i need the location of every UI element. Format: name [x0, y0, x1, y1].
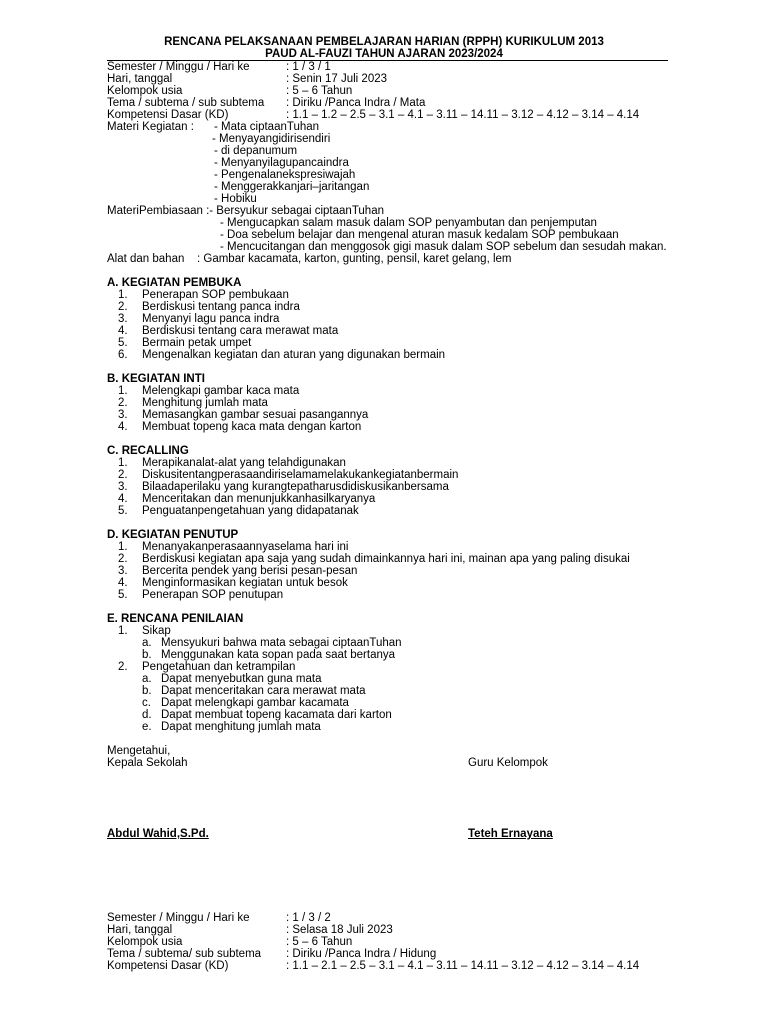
list-item: Diskusitentangperasaandiriselamamelakukankegiatanbermain [142, 469, 459, 481]
materi-item: - Pengenalanekspresiwajah [214, 169, 356, 181]
sublist-letter: b. [142, 685, 152, 697]
section-a-title: A. KEGIATAN PEMBUKA [107, 277, 242, 289]
materi-item: - Hobiku [214, 193, 257, 205]
list-item: Berdiskusi kegiatan apa saja yang sudah dimainkannya hari ini, mainan apa yang paling disukai [142, 553, 630, 565]
list-number: 1. [118, 385, 128, 397]
sublist-letter: c. [142, 697, 151, 709]
mengetahui-label: Mengetahui, [107, 745, 171, 757]
list-item: Menghitung jumlah mata [142, 397, 268, 409]
kepala-sekolah-name: Abdul Wahid,S.Pd. [107, 828, 209, 840]
list-item: Menanyakanperasaannyaselama hari ini [142, 541, 349, 553]
materi-item: - Menggerakkanjari–jaritangan [214, 181, 370, 193]
list-item: Berdiskusi tentang panca indra [142, 301, 300, 313]
doc-title-line2: PAUD AL-FAUZI TAHUN AJARAN 2023/2024 [265, 48, 503, 60]
list-item: Mengenalkan kegiatan dan aturan yang digunakan bermain [142, 349, 446, 361]
list-number: 5. [118, 589, 128, 601]
info-value-age: : 5 – 6 Tahun [286, 85, 353, 97]
list-item: Melengkapi gambar kaca mata [142, 385, 300, 397]
list-number: 4. [118, 493, 128, 505]
list-number: 4. [118, 577, 128, 589]
sublist-letter: e. [142, 721, 152, 733]
pembiasaan-label: MateriPembiasaan :- Bersyukur sebagai ciptaanTuhan [107, 205, 384, 217]
list-item: Bilaadaperilaku yang kurangtepatharusdidiskusikanbersama [142, 481, 449, 493]
info2-label-age: Kelompok usia [107, 936, 183, 948]
list-number: 2. [118, 469, 128, 481]
list-number: 2. [118, 397, 128, 409]
guru-kelompok-name: Teteh Ernayana [468, 828, 553, 840]
materi-item: - Mata ciptaanTuhan [214, 121, 320, 133]
doc-title-line1: RENCANA PELAKSANAAN PEMBELAJARAN HARIAN (RPPH) KURIKULUM 2013 [164, 36, 604, 48]
materi-item: - Menyayangidirisendiri [212, 133, 331, 145]
info-value-theme: : Diriku /Panca Indra / Mata [286, 97, 426, 109]
list-item: Menceritakan dan menunjukkanhasilkaryanya [142, 493, 376, 505]
list-number: 2. [118, 553, 128, 565]
info2-value-kd: : 1.1 – 2.1 – 2.5 – 3.1 – 4.1 – 3.11 – 14.11 – 3.12 – 4.12 – 3.14 – 4.14 [286, 960, 640, 972]
info2-label-date: Hari, tanggal [107, 924, 173, 936]
alat-value: : Gambar kacamata, karton, gunting, pensil, karet gelang, lem [197, 253, 512, 265]
alat-label: Alat dan bahan [107, 253, 185, 265]
sublist-letter: d. [142, 709, 152, 721]
info-label-kd: Kompetensi Dasar (KD) [107, 109, 229, 121]
info2-value-theme: : Diriku /Panca Indra / Hidung [286, 948, 437, 960]
info2-label-theme: Tema / subtema/ sub subtema [107, 948, 262, 960]
info-value-date: : Senin 17 Juli 2023 [286, 73, 388, 85]
sublist-item: Dapat membuat topeng kacamata dari karton [161, 709, 392, 721]
list-number: 1. [118, 625, 128, 637]
kepala-sekolah-label: Kepala Sekolah [107, 757, 188, 769]
list-item: Penguatanpengetahuan yang didapatanak [142, 505, 359, 517]
list-number: 4. [118, 421, 128, 433]
materi-item: - Menyanyilagupancaindra [214, 157, 349, 169]
info2-value-date: : Selasa 18 Juli 2023 [286, 924, 393, 936]
info-label-age: Kelompok usia [107, 85, 183, 97]
list-number: 2. [118, 661, 128, 673]
sublist-item: Mensyukuri bahwa mata sebagai ciptaanTuhan [161, 637, 402, 649]
list-item: Penerapan SOP pembukaan [142, 289, 289, 301]
info2-value-age: : 5 – 6 Tahun [286, 936, 353, 948]
sublist-item: Dapat melengkapi gambar kacamata [161, 697, 349, 709]
list-item: Sikap [142, 625, 171, 637]
sublist-item: Menggunakan kata sopan pada saat bertanya [161, 649, 396, 661]
sublist-letter: a. [142, 637, 152, 649]
info2-label-kd: Kompetensi Dasar (KD) [107, 960, 229, 972]
sublist-item: Dapat menceritakan cara merawat mata [161, 685, 366, 697]
info-value-kd: : 1.1 – 1.2 – 2.5 – 3.1 – 4.1 – 3.11 – 14.11 – 3.12 – 4.12 – 3.14 – 4.14 [286, 109, 640, 121]
list-number: 5. [118, 505, 128, 517]
list-number: 1. [118, 541, 128, 553]
info-value-semester: : 1 / 3 / 1 [286, 61, 331, 73]
list-item: Menginformasikan kegiatan untuk besok [142, 577, 348, 589]
pembiasaan-item: - Mencucitangan dan menggosok gigi masuk dalam SOP sebelum dan sesudah makan. [220, 241, 667, 253]
info2-value-semester: : 1 / 3 / 2 [286, 912, 331, 924]
list-item: Bermain petak umpet [142, 337, 252, 349]
list-item: Penerapan SOP penutupan [142, 589, 284, 601]
list-number: 4. [118, 325, 128, 337]
list-number: 2. [118, 301, 128, 313]
info-label-theme: Tema / subtema / sub subtema [107, 97, 265, 109]
list-number: 6. [118, 349, 128, 361]
list-item: Menyanyi lagu panca indra [142, 313, 280, 325]
section-b-title: B. KEGIATAN INTI [107, 373, 205, 385]
sublist-item: Dapat menyebutkan guna mata [161, 673, 322, 685]
list-number: 3. [118, 481, 128, 493]
info-label-date: Hari, tanggal [107, 73, 173, 85]
info2-label-semester: Semester / Minggu / Hari ke [107, 912, 250, 924]
section-e-title: E. RENCANA PENILAIAN [107, 613, 244, 625]
list-number: 1. [118, 457, 128, 469]
sublist-item: Dapat menghitung jumlah mata [161, 721, 321, 733]
section-c-title: C. RECALLING [107, 445, 189, 457]
list-number: 3. [118, 313, 128, 325]
guru-kelompok-label: Guru Kelompok [468, 757, 548, 769]
list-number: 5. [118, 337, 128, 349]
list-item: Merapikanalat-alat yang telahdigunakan [142, 457, 346, 469]
list-item: Pengetahuan dan ketrampilan [142, 661, 296, 673]
list-item: Memasangkan gambar sesuai pasangannya [142, 409, 369, 421]
info-label-semester: Semester / Minggu / Hari ke [107, 61, 250, 73]
materi-item: - di depanumum [214, 145, 298, 157]
pembiasaan-item: - Doa sebelum belajar dan mengenal aturan masuk kedalam SOP pembukaan [220, 229, 619, 241]
section-d-title: D. KEGIATAN PENUTUP [107, 529, 239, 541]
sublist-letter: b. [142, 649, 152, 661]
list-item: Membuat topeng kaca mata dengan karton [142, 421, 362, 433]
list-item: Bercerita pendek yang berisi pesan-pesan [142, 565, 358, 577]
list-item: Berdiskusi tentang cara merawat mata [142, 325, 339, 337]
list-number: 3. [118, 565, 128, 577]
sublist-letter: a. [142, 673, 152, 685]
list-number: 1. [118, 289, 128, 301]
list-number: 3. [118, 409, 128, 421]
pembiasaan-item: - Mengucapkan salam masuk dalam SOP penyambutan dan penjemputan [220, 217, 597, 229]
materi-label: Materi Kegiatan : [107, 121, 194, 133]
